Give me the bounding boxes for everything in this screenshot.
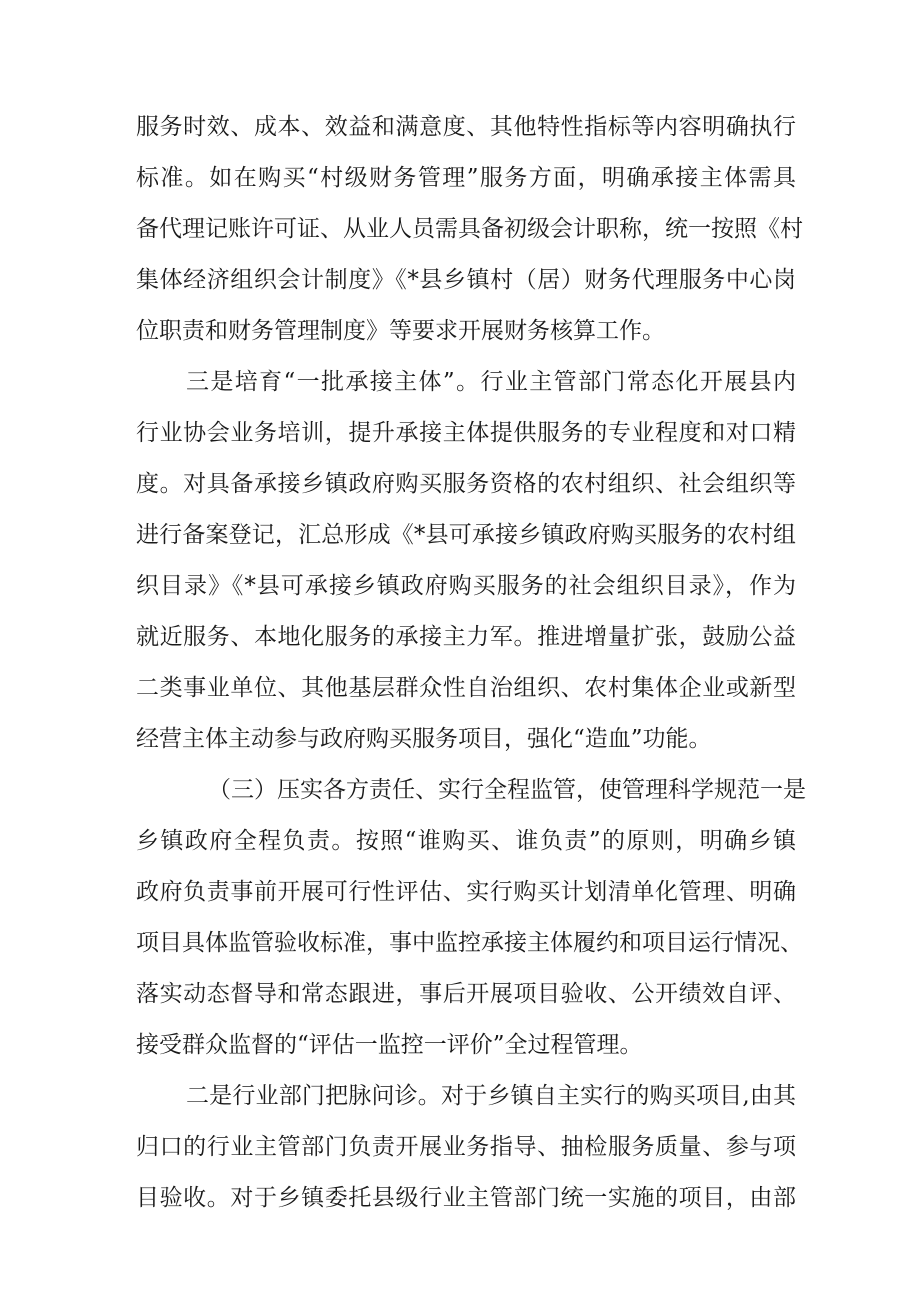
- text-line: 行业协会业务培训，提升承接主体提供服务的专业程度和对口精: [136, 420, 796, 446]
- paragraph-start-line: 三是培育“一批承接主体”。行业主管部门常态化开展县内: [186, 369, 796, 395]
- text-line: 服务时效、成本、效益和满意度、其他特性指标等内容明确执行: [136, 114, 796, 140]
- text-line: 集体经济组织会计制度》《*县乡镇村（居）财务代理服务中心岗: [136, 267, 796, 293]
- text-line: 政府负责事前开展可行性评估、实行购买计划清单化管理、明确: [136, 879, 796, 905]
- text-line: 项目具体监管验收标准，事中监控承接主体履约和项目运行情况、: [136, 930, 803, 956]
- text-line: 度。对具备承接乡镇政府购买服务资格的农村组织、社会组织等: [136, 471, 796, 497]
- text-line: 就近服务、本地化服务的承接主力军。推进增量扩张，鼓励公益: [136, 624, 796, 650]
- text-line: 目验收。对于乡镇委托县级行业主管部门统一实施的项目，由部: [136, 1185, 796, 1211]
- text-line: 织目录》《*县可承接乡镇政府购买服务的社会组织目录》，作为: [136, 573, 796, 599]
- text-line: 乡镇政府全程负责。按照“谁购买、谁负责”的原则，明确乡镇: [136, 828, 796, 854]
- text-line: 落实动态督导和常态跟进，事后开展项目验收、公开绩效自评、: [136, 981, 796, 1007]
- text-line: 位职责和财务管理制度》等要求开展财务核算工作。: [136, 318, 665, 344]
- text-line: 标准。如在购买“村级财务管理”服务方面，明确承接主体需具: [136, 165, 796, 191]
- text-line: 接受群众监督的“评估一监控一评价”全过程管理。: [136, 1032, 643, 1058]
- text-line: 经营主体主动参与政府购买服务项目，强化“造血”功能。: [136, 726, 712, 752]
- text-line: 归口的行业主管部门负责开展业务指导、抽检服务质量、参与项: [136, 1134, 796, 1160]
- text-line: 备代理记账许可证、从业人员需具备初级会计职称，统一按照《村: [136, 216, 803, 242]
- text-line: 二类事业单位、其他基层群众性自治组织、农村集体企业或新型: [136, 675, 796, 701]
- section-heading-line: （三）压实各方责任、实行全程监管，使管理科学规范一是: [208, 777, 806, 803]
- paragraph-start-line: 二是行业部门把脉问诊。对于乡镇自主实行的购买项目,由其: [186, 1083, 796, 1109]
- text-line: 进行备案登记，汇总形成《*县可承接乡镇政府购买服务的农村组: [136, 522, 796, 548]
